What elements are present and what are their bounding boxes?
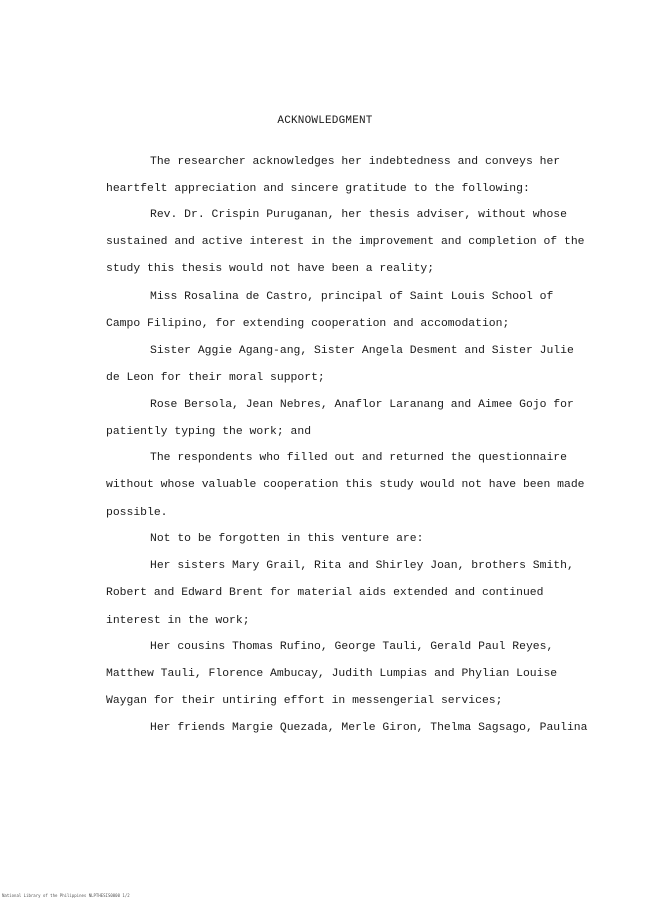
text-line: Not to be forgotten in this venture are: (150, 533, 424, 545)
page-title: ACKNOWLEDGMENT (277, 115, 373, 127)
text-line: sustained and active interest in the improvement and completion of the (106, 236, 585, 248)
text-line: de Leon for their moral support; (106, 372, 325, 384)
text-line: Waygan for their untiring effort in messengerial services; (106, 695, 503, 707)
text-line: interest in the work; (106, 615, 250, 627)
text-line: Rev. Dr. Crispin Puruganan, her thesis adviser, without whose (150, 209, 567, 221)
text-line: Robert and Edward Brent for material aids extended and continued (106, 587, 544, 599)
text-line: Sister Aggie Agang-ang, Sister Angela Desment and Sister Julie (150, 345, 574, 357)
text-line: The researcher acknowledges her indebtedness and conveys her (150, 156, 561, 168)
text-line: Matthew Tauli, Florence Ambucay, Judith Lumpias and Phylian Louise (106, 668, 558, 680)
text-line: patiently typing the work; and (106, 426, 312, 438)
text-line: The respondents who filled out and returned the questionnaire (150, 452, 567, 464)
text-line: Rose Bersola, Jean Nebres, Anaflor Laranang and Aimee Gojo for (150, 399, 574, 411)
text-line: Her friends Margie Quezada, Merle Giron, Thelma Sagsago, Paulina (150, 722, 588, 734)
text-line: Her sisters Mary Grail, Rita and Shirley Joan, brothers Smith, (150, 560, 574, 572)
text-line: heartfelt appreciation and sincere gratitude to the following: (106, 183, 530, 195)
page-footer: National Library of the Philippines NLPTHESIS0000 1/2 (2, 893, 130, 898)
text-line: Miss Rosalina de Castro, principal of Saint Louis School of (150, 291, 554, 303)
text-line: Campo Filipino, for extending cooperation and accomodation; (106, 318, 510, 330)
text-line: possible. (106, 507, 168, 519)
text-line: study this thesis would not have been a reality; (106, 263, 435, 275)
text-line: without whose valuable cooperation this study would not have been made (106, 479, 585, 491)
text-line: Her cousins Thomas Rufino, George Tauli, Gerald Paul Reyes, (150, 641, 554, 653)
